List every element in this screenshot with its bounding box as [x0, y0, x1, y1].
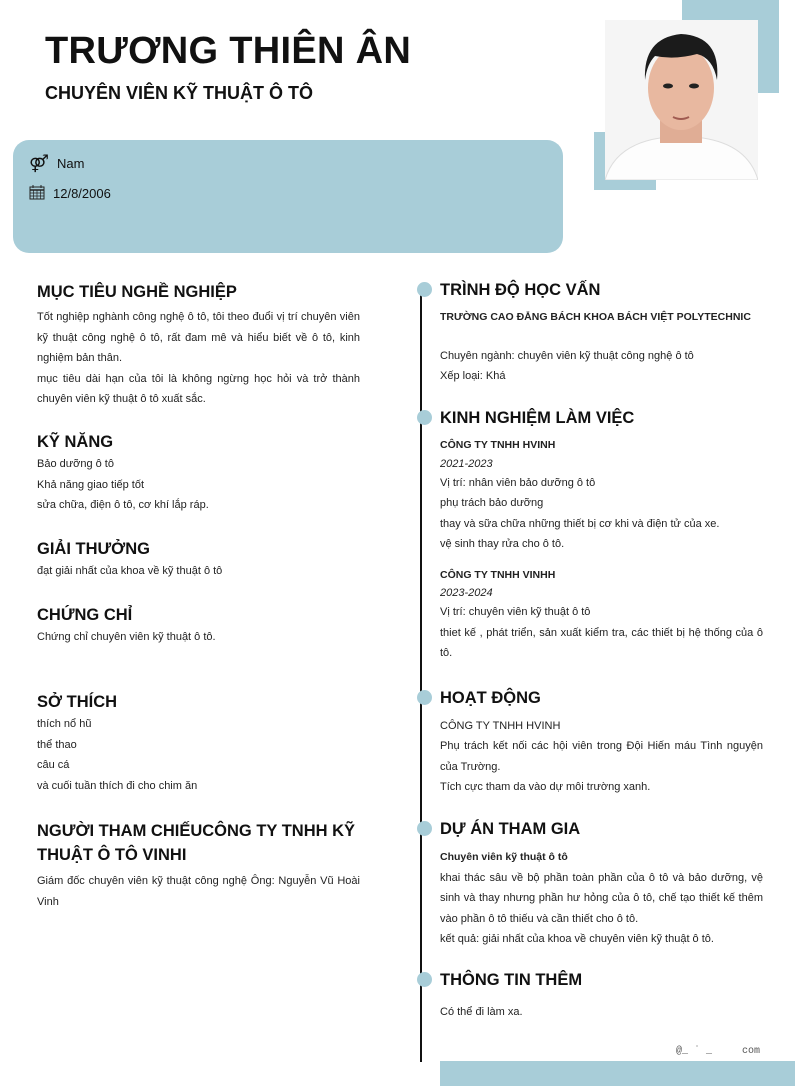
hobby-item: câu cá	[37, 759, 70, 771]
activities-heading: HOẠT ĐỘNG	[440, 689, 541, 707]
extra-info-section	[440, 968, 763, 1023]
job-line: Vị trí: nhân viên bảo dưỡng ô tô	[440, 476, 596, 489]
school-name: TRƯỜNG CAO ĐẲNG BÁCH KHOA BÁCH VIỆT POLYTECHNIC	[440, 311, 751, 323]
timeline-dot	[417, 821, 432, 836]
gender-row	[29, 153, 85, 173]
activities-section	[440, 686, 763, 798]
activity-line: Tích cực tham da vào dự môi trường xanh.	[440, 781, 651, 793]
projects-section	[440, 817, 763, 950]
personal-info-panel	[13, 140, 563, 253]
email-fragment: @_ ˙ _ com	[676, 1046, 761, 1057]
job-company: CÔNG TY TNHH VINHH	[440, 568, 556, 581]
projects-heading: DỰ ÁN THAM GIA	[440, 820, 581, 838]
certificates-section	[37, 603, 360, 648]
project-line: khai thác sâu về bộ phần toàn phần của ô tô và bảo dưỡng, vệ sinh và thay nhưng phần hư hỏng của ô tô, chế tạo thiết kế thêm vào phần ô tô thiếu và cần thiết cho ô tô.	[440, 871, 763, 925]
education-major: Chuyên ngành: chuyên viên kỹ thuật công nghệ ô tô	[440, 349, 694, 362]
certificates-heading: CHỨNG CHỈ	[37, 606, 133, 624]
gender-icon: ⚤	[29, 153, 49, 173]
education-grade: Xếp loại: Khá	[440, 370, 506, 382]
objective-line: Tốt nghiệp nghành công nghệ ô tô, tôi theo đuổi vị trí chuyên viên kỹ thuật công nghệ ô tô, rất đam mê và hiểu biết về ô tô, kinh nghiệm bản thân.	[37, 311, 360, 364]
skills-heading: KỸ NĂNG	[37, 433, 114, 451]
job-period: 2023-2024	[440, 587, 493, 599]
timeline-dot	[417, 282, 432, 297]
objective-line: mục tiêu dài hạn của tôi là không ngừng học hỏi và trở thành chuyên viên kỹ thuật ô tô xuất sắc.	[37, 372, 360, 405]
hobby-item: thích nổ hũ	[37, 718, 92, 730]
skill-item: sửa chữa, điện ô tô, cơ khí lắp ráp.	[37, 499, 209, 511]
job-period: 2021-2023	[440, 457, 493, 470]
extra-info-text: Có thể đi làm xa.	[440, 1006, 523, 1018]
skill-item: Khả năng giao tiếp tốt	[37, 478, 145, 491]
calendar-icon	[29, 184, 45, 203]
timeline-dot	[417, 690, 432, 705]
objective-section	[37, 280, 360, 410]
activity-org: CÔNG TY TNHH HVINH	[440, 720, 561, 732]
birthdate-row	[29, 184, 111, 203]
project-line: kết quả: giải nhất của khoa về chuyên viên kỹ thuật ô tô.	[440, 933, 714, 945]
gender-value: Nam	[56, 156, 85, 171]
timeline-dot	[417, 972, 432, 987]
award-item: đạt giải nhất của khoa về kỹ thuật ô tô	[37, 565, 223, 577]
project-title: Chuyên viên kỹ thuật ô tô	[440, 851, 568, 863]
extra-info-heading: THÔNG TIN THÊM	[440, 971, 583, 989]
awards-heading: GIẢI THƯỞNG	[37, 540, 151, 558]
job-line: thay và sữa chữa những thiết bị cơ khi và điện tử của xe.	[440, 517, 720, 530]
awards-section	[37, 537, 360, 582]
hobbies-heading: SỞ THÍCH	[37, 693, 118, 711]
footer-bar	[440, 1061, 795, 1086]
reference-text: Giám đốc chuyên viên kỹ thuật công nghệ Ông: Nguyễn Vũ Hoài Vinh	[37, 875, 360, 908]
job-title: CHUYÊN VIÊN KỸ THUẬT Ô TÔ	[45, 83, 314, 103]
birthdate-value: 12/8/2006	[53, 186, 111, 201]
candidate-name: TRƯƠNG THIÊN ÂN	[45, 30, 412, 72]
hobby-item: và cuối tuần thích đi cho chim ăn	[37, 779, 198, 792]
education-heading: TRÌNH ĐỘ HỌC VẤN	[440, 281, 601, 299]
job-line: vệ sinh thay rửa cho ô tô.	[440, 538, 565, 550]
skill-item: Bảo dưỡng ô tô	[37, 458, 114, 470]
activity-line: Phụ trách kết nối các hội viên trong Đội Hiến máu Tình nguyện của Trường.	[440, 740, 763, 773]
hobbies-section	[37, 690, 360, 796]
experience-heading: KINH NGHIỆM LÀM VIỆC	[440, 409, 635, 427]
references-section	[37, 819, 360, 912]
certificate-item: Chứng chỉ chuyên viên kỹ thuật ô tô.	[37, 631, 216, 643]
experience-section	[440, 406, 763, 664]
timeline-line	[420, 290, 422, 1062]
references-heading: NGƯỜI THAM CHIẾUCÔNG TY TNHH KỸ THUẬT Ô TÔ VINHI	[37, 822, 356, 864]
profile-photo	[605, 20, 758, 180]
skills-section	[37, 430, 360, 516]
timeline-dot	[417, 410, 432, 425]
job-company: CÔNG TY TNHH HVINH	[440, 439, 556, 451]
job-line: thiet kế , phát triển, sản xuất kiểm tra, các thiết bị hệ thống của ô tô.	[440, 626, 763, 659]
education-section	[440, 278, 763, 387]
job-line: Vị trí: chuyên viên kỹ thuật ô tô	[440, 606, 591, 618]
job-line: phụ trách bảo dưỡng	[440, 497, 544, 509]
job-entry	[440, 435, 763, 555]
job-entry	[440, 565, 763, 664]
hobby-item: thể thao	[37, 738, 77, 751]
objective-heading: MỤC TIÊU NGHỀ NGHIỆP	[37, 283, 237, 301]
